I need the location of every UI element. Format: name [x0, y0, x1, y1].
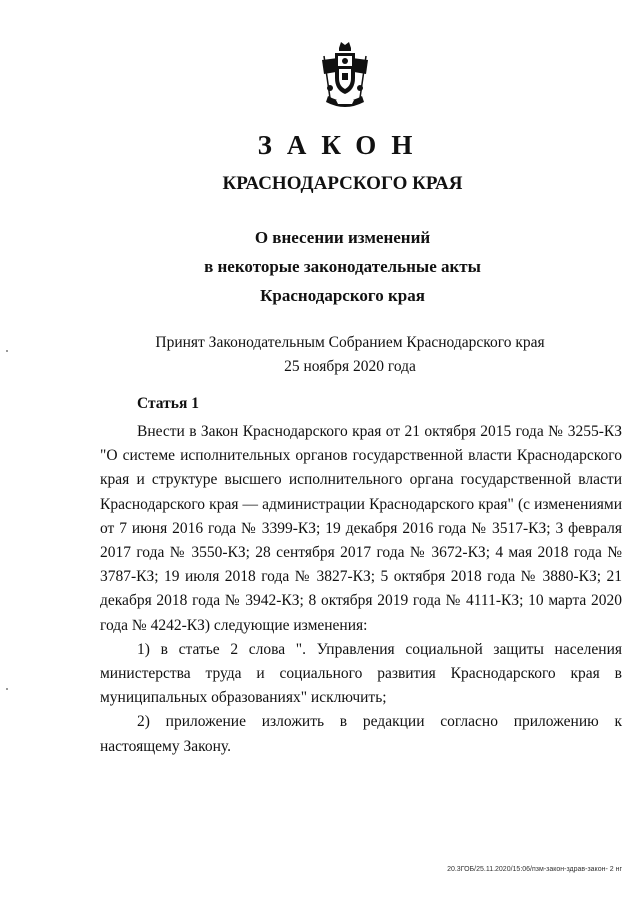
- scan-mark: [6, 350, 8, 352]
- article-paragraph: Внести в Закон Краснодарского края от 21 октября 2015 года № 3255-КЗ "О системе исполнительных органов государственной власти Краснодарского края и структуре высшего исполнительного органа государственной власти Краснодарского края — администрации Краснодарского края" (с изменениями от 7 июня 2016 года № 3399-КЗ; 19 декабря 2016 года № 3517-КЗ; 3 февраля 2017 года № 3550-КЗ; 28 сентября 2017 года № 3672-КЗ; 4 мая 2018 года № 3787-КЗ; 19 июля 2018 года № 3827-КЗ; 5 октября 2018 года № 3880-КЗ; 21 декабря 2018 года № 3942-КЗ; 8 октября 2019 года № 4111-КЗ; 10 марта 2020 года № 4242-КЗ) следующие изменения:: [100, 423, 622, 634]
- krasnodar-coat-of-arms-icon: [310, 38, 380, 114]
- adoption-statement: [0, 331, 640, 379]
- law-heading: [0, 223, 640, 310]
- article-title: Статья 1: [137, 395, 199, 412]
- adoption-line: Принят Законодательным Собранием Краснодарского края: [155, 334, 545, 351]
- article-body: [100, 420, 622, 759]
- scan-mark: [6, 688, 8, 690]
- article-paragraph: 2) приложение изложить в редакции согласно приложению к настоящему Закону.: [100, 713, 622, 755]
- adoption-date: 25 ноября 2020 года: [284, 358, 416, 375]
- document-subtitle: КРАСНОДАРСКОГО КРАЯ: [222, 173, 463, 194]
- article-paragraph: 1) в статье 2 слова ". Управления социальной защиты населения министерства труда и социального развития Краснодарского края в муниципальных образованиях" исключить;: [100, 640, 622, 707]
- law-heading-line: Краснодарского края: [260, 286, 425, 305]
- footer-code: 20.3ГОБ/25.11.2020/15:06/пзм-закон-здрав-закон- 2 нг: [447, 866, 622, 873]
- law-heading-line: О внесении изменений: [254, 228, 431, 247]
- law-heading-line: в некоторые законодательные акты: [204, 257, 481, 276]
- document-title: ЗАКОН: [257, 130, 428, 160]
